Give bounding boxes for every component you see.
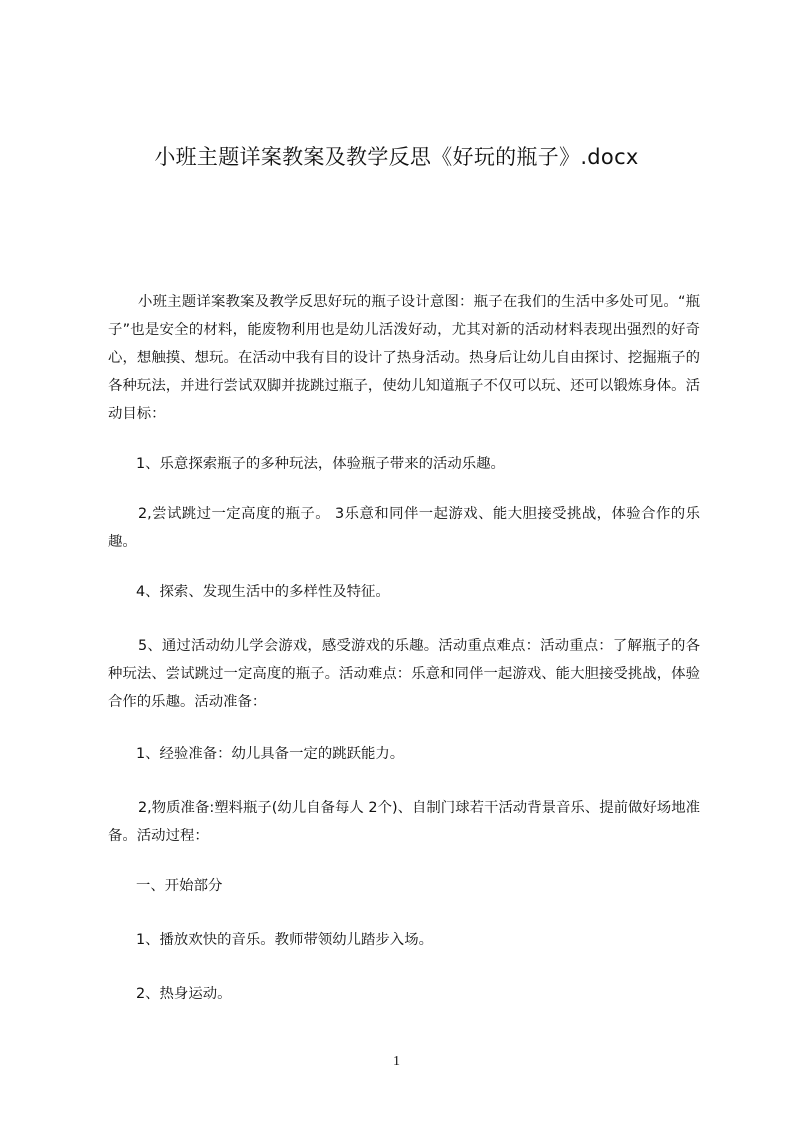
paragraph-material-prep: 2,物质准备:塑料瓶子(幼儿自备每人 2个)、自制门球若干活动背景音乐、提前做好场地准备。活动过程： bbox=[108, 800, 700, 844]
paragraph-step-2: 2、热身运动。 bbox=[136, 986, 232, 1002]
paragraph-goal-5: 5、通过活动幼儿学会游戏，感受游戏的乐趣。活动重点难点：活动重点：了解瓶子的各种玩法、尝试跳过一定高度的瓶子。活动难点：乐意和同伴一起游戏、能大胆接受挑战，体验合作的乐趣。活动准备： bbox=[108, 638, 700, 710]
paragraph-goal-2-3: 2,尝试跳过一定高度的瓶子。 3乐意和同伴一起游戏、能大胆接受挑战，体验合作的乐趣。 bbox=[108, 506, 700, 550]
document-title: 小班主题详案教案及教学反思《好玩的瓶子》.docx bbox=[154, 145, 639, 169]
paragraph-step-1: 1、播放欢快的音乐。教师带领幼儿踏步入场。 bbox=[136, 932, 433, 948]
paragraph-design-intent: 小班主题详案教案及教学反思好玩的瓶子设计意图：瓶子在我们的生活中多处可见。“瓶子”也是安全的材料，能废物利用也是幼儿活泼好动，尤其对新的活动材料表现出强烈的好奇心，想触摸、想玩。在活动中我有目的设计了热身活动。热身后让幼儿自由探讨、挖掘瓶子的各种玩法，并进行尝试双脚并拢跳过瓶子，使幼儿知道瓶子不仅可以玩、还可以锻炼身体。活动目标： bbox=[108, 294, 700, 422]
page-number: 1 bbox=[393, 1054, 400, 1069]
paragraph-experience-prep: 1、经验准备：幼儿具备一定的跳跃能力。 bbox=[136, 746, 405, 762]
paragraph-goal-1: 1、乐意探索瓶子的多种玩法，体验瓶子带来的活动乐趣。 bbox=[136, 456, 505, 472]
paragraph-goal-4: 4、探索、发现生活中的多样性及特征。 bbox=[136, 584, 390, 600]
section-heading-start: 一、开始部分 bbox=[136, 878, 223, 894]
